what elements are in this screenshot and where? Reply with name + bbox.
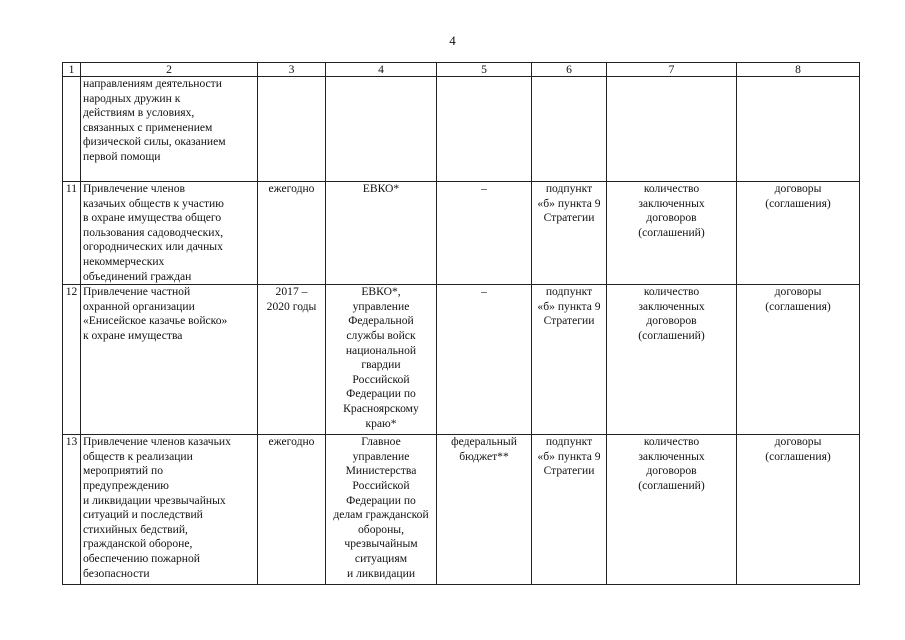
period-cell bbox=[258, 77, 326, 182]
header-row bbox=[63, 63, 860, 77]
funding-cell: – bbox=[437, 182, 532, 285]
column-header: 2 bbox=[81, 63, 258, 77]
result-cell: договоры (соглашения) bbox=[737, 285, 860, 435]
row-number bbox=[63, 77, 81, 182]
result-cell: договоры (соглашения) bbox=[737, 435, 860, 585]
measure-cell: направлениям деятельности народных дружин к действиям в условиях, связанных с применением физической силы, оказанием первой помощи bbox=[81, 77, 258, 182]
executor-cell: ЕВКО* bbox=[326, 182, 437, 285]
indicator-cell: количество заключенных договоров (соглашений) bbox=[607, 435, 737, 585]
table-row bbox=[63, 285, 860, 435]
result-cell bbox=[737, 77, 860, 182]
period-cell: ежегодно bbox=[258, 182, 326, 285]
column-header: 7 bbox=[607, 63, 737, 77]
row-number: 11 bbox=[63, 182, 81, 285]
table-row bbox=[63, 77, 860, 182]
column-header: 3 bbox=[258, 63, 326, 77]
column-header: 4 bbox=[326, 63, 437, 77]
row-number: 13 bbox=[63, 435, 81, 585]
executor-cell: ЕВКО*, управление Федеральной службы войск национальной гвардии Российской Федерации по Красноярскому краю* bbox=[326, 285, 437, 435]
indicator-cell: количество заключенных договоров (соглашений) bbox=[607, 182, 737, 285]
column-header: 1 bbox=[63, 63, 81, 77]
basis-cell: подпункт «б» пункта 9 Стратегии bbox=[532, 285, 607, 435]
measure-cell: Привлечение членов казачьих обществ к участию в охране имущества общего пользования садоводческих, огороднических или дачных некоммерческих объединений граждан bbox=[81, 182, 258, 285]
column-header: 6 bbox=[532, 63, 607, 77]
table-row bbox=[63, 435, 860, 585]
indicator-cell bbox=[607, 77, 737, 182]
measures-table bbox=[62, 62, 860, 585]
period-cell: 2017 – 2020 годы bbox=[258, 285, 326, 435]
funding-cell: федеральный бюджет** bbox=[437, 435, 532, 585]
column-header: 8 bbox=[737, 63, 860, 77]
measure-cell: Привлечение частной охранной организации «Енисейское казачье войско» к охране имущества bbox=[81, 285, 258, 435]
executor-cell bbox=[326, 77, 437, 182]
basis-cell: подпункт «б» пункта 9 Стратегии bbox=[532, 435, 607, 585]
table-row bbox=[63, 182, 860, 285]
page-number: 4 bbox=[449, 33, 456, 48]
executor-cell: Главное управление Министерства Российской Федерации по делам гражданской обороны, чрезвычайным ситуациям и ликвидации bbox=[326, 435, 437, 585]
measure-cell: Привлечение членов казачьих обществ к реализации мероприятий по предупреждению и ликвидации чрезвычайных ситуаций и последствий стихийных бедствий, гражданской обороне, обеспечению пожарной безопасности bbox=[81, 435, 258, 585]
basis-cell: подпункт «б» пункта 9 Стратегии bbox=[532, 182, 607, 285]
funding-cell: – bbox=[437, 285, 532, 435]
indicator-cell: количество заключенных договоров (соглашений) bbox=[607, 285, 737, 435]
result-cell: договоры (соглашения) bbox=[737, 182, 860, 285]
row-number: 12 bbox=[63, 285, 81, 435]
column-header: 5 bbox=[437, 63, 532, 77]
period-cell: ежегодно bbox=[258, 435, 326, 585]
basis-cell bbox=[532, 77, 607, 182]
funding-cell bbox=[437, 77, 532, 182]
